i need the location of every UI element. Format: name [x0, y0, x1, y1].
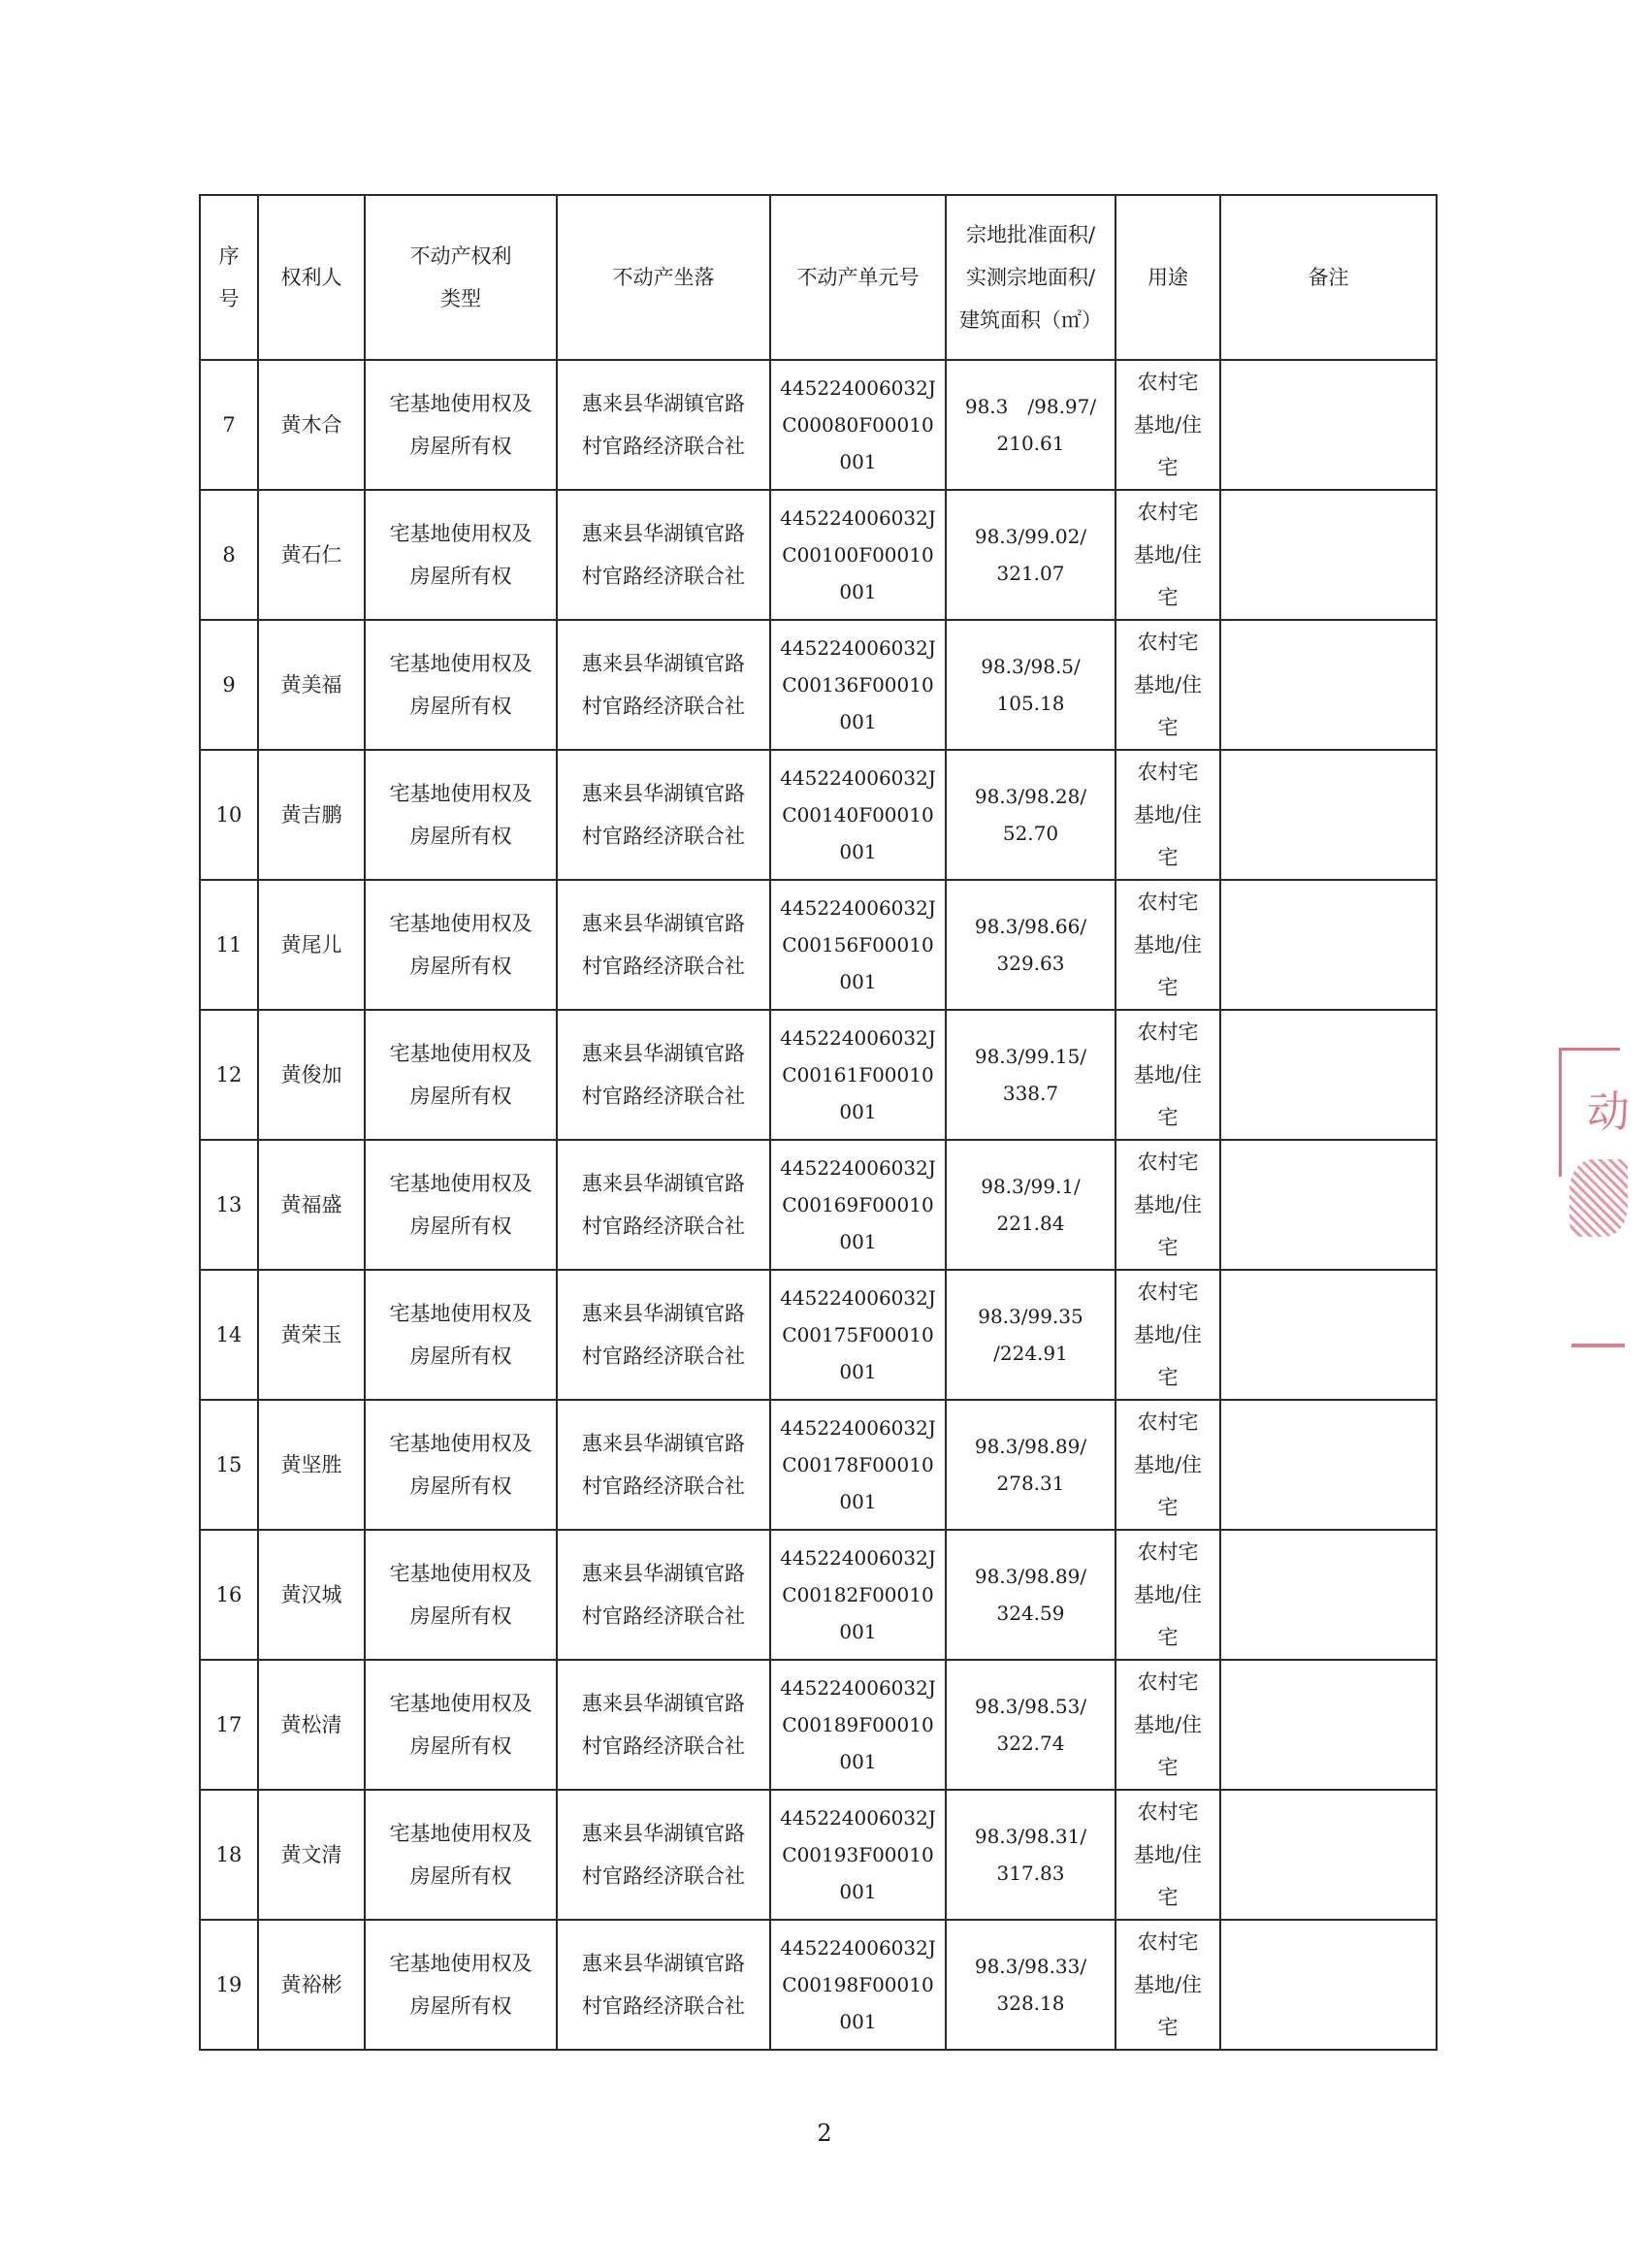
- cell-unit-no-text: 445224006032J C00169F00010 001: [780, 1156, 936, 1253]
- cell-usage-text: 农村宅 基地/住 宅: [1133, 1800, 1203, 1909]
- cell-location-text: 惠来县华湖镇官路 村官路经济联合社: [582, 1042, 745, 1108]
- cell-right-type: [365, 620, 557, 750]
- cell-holder: [258, 1270, 365, 1400]
- cell-right-type-text: 宅基地使用权及 房屋所有权: [389, 1822, 533, 1888]
- table-row: [200, 1660, 1437, 1790]
- cell-holder: [258, 1920, 365, 2050]
- cell-area-text: 98.3/99.15/ 338.7: [974, 1045, 1087, 1105]
- cell-holder-text: 黄尾儿: [280, 933, 342, 956]
- cell-location: [557, 490, 770, 620]
- cell-seq: [200, 1530, 258, 1660]
- cell-holder-text: 黄汉城: [280, 1583, 342, 1606]
- property-register-table: [199, 194, 1438, 2051]
- cell-right-type-text: 宅基地使用权及 房屋所有权: [389, 1692, 533, 1758]
- cell-location-text: 惠来县华湖镇官路 村官路经济联合社: [582, 1302, 745, 1368]
- cell-seq-text: 16: [215, 1583, 242, 1606]
- cell-unit-no: [770, 620, 946, 750]
- cell-area: [946, 490, 1116, 620]
- cell-holder-text: 黄文清: [280, 1843, 342, 1866]
- cell-seq-text: 15: [215, 1453, 242, 1476]
- table-row: [200, 1400, 1437, 1530]
- cell-seq-text: 13: [215, 1193, 242, 1216]
- cell-seq-text: 8: [222, 543, 236, 567]
- cell-location-text: 惠来县华湖镇官路 村官路经济联合社: [582, 392, 745, 458]
- table-row: [200, 1530, 1437, 1660]
- cell-area-text: 98.3/98.53/ 322.74: [974, 1695, 1087, 1755]
- cell-remarks: [1220, 1790, 1437, 1920]
- cell-remarks: [1220, 880, 1437, 1010]
- cell-holder: [258, 1010, 365, 1140]
- cell-area: [946, 1010, 1116, 1140]
- cell-seq: [200, 1400, 258, 1530]
- cell-seq: [200, 490, 258, 620]
- cell-area: [946, 880, 1116, 1010]
- cell-location-text: 惠来县华湖镇官路 村官路经济联合社: [582, 782, 745, 848]
- cell-right-type-text: 宅基地使用权及 房屋所有权: [389, 1042, 533, 1108]
- red-seal-smudge: [1569, 1159, 1628, 1237]
- table-row: [200, 620, 1437, 750]
- cell-right-type-text: 宅基地使用权及 房屋所有权: [389, 1172, 533, 1238]
- table-row: [200, 1270, 1437, 1400]
- cell-seq: [200, 1010, 258, 1140]
- cell-seq-text: 7: [222, 413, 236, 437]
- cell-location: [557, 1270, 770, 1400]
- cell-seq-text: 10: [215, 803, 242, 826]
- header-unit-no: 不动产单元号: [770, 195, 946, 360]
- page-number: 2: [817, 2120, 832, 2147]
- cell-location: [557, 1790, 770, 1920]
- cell-unit-no-text: 445224006032J C00193F00010 001: [780, 1806, 936, 1903]
- cell-seq: [200, 1140, 258, 1270]
- cell-area: [946, 620, 1116, 750]
- cell-remarks: [1220, 1270, 1437, 1400]
- cell-unit-no-text: 445224006032J C00156F00010 001: [780, 896, 936, 993]
- cell-area-text: 98.3 /98.97/ 210.61: [964, 395, 1097, 455]
- cell-unit-no: [770, 360, 946, 490]
- cell-usage-text: 农村宅 基地/住 宅: [1133, 1280, 1203, 1389]
- cell-location-text: 惠来县华湖镇官路 村官路经济联合社: [582, 912, 745, 978]
- cell-unit-no-text: 445224006032J C00140F00010 001: [780, 766, 936, 863]
- cell-right-type: [365, 360, 557, 490]
- cell-remarks: [1220, 490, 1437, 620]
- cell-seq: [200, 1660, 258, 1790]
- cell-unit-no: [770, 1530, 946, 1660]
- table-row: [200, 1140, 1437, 1270]
- cell-usage: [1116, 1400, 1220, 1530]
- cell-seq: [200, 620, 258, 750]
- cell-holder: [258, 360, 365, 490]
- header-remarks: 备注: [1220, 195, 1437, 360]
- cell-right-type-text: 宅基地使用权及 房屋所有权: [389, 1562, 533, 1628]
- cell-area: [946, 1140, 1116, 1270]
- cell-unit-no-text: 445224006032J C00182F00010 001: [780, 1546, 936, 1643]
- cell-right-type-text: 宅基地使用权及 房屋所有权: [389, 1432, 533, 1498]
- table-row: [200, 1920, 1437, 2050]
- cell-location: [557, 880, 770, 1010]
- cell-seq-text: 9: [222, 673, 236, 697]
- table-row: [200, 750, 1437, 880]
- cell-usage: [1116, 1270, 1220, 1400]
- cell-remarks: [1220, 1140, 1437, 1270]
- cell-usage: [1116, 1920, 1220, 2050]
- cell-usage-text: 农村宅 基地/住 宅: [1133, 1930, 1203, 2039]
- cell-unit-no: [770, 1920, 946, 2050]
- header-right-type: 不动产权利 类型: [365, 195, 557, 360]
- cell-unit-no: [770, 1270, 946, 1400]
- cell-location-text: 惠来县华湖镇官路 村官路经济联合社: [582, 1172, 745, 1238]
- cell-usage-text: 农村宅 基地/住 宅: [1133, 631, 1203, 739]
- cell-usage-text: 农村宅 基地/住 宅: [1133, 1410, 1203, 1519]
- cell-location-text: 惠来县华湖镇官路 村官路经济联合社: [582, 652, 745, 718]
- cell-area-text: 98.3/98.33/ 328.18: [974, 1955, 1087, 2015]
- cell-unit-no: [770, 1010, 946, 1140]
- cell-right-type: [365, 1530, 557, 1660]
- cell-right-type: [365, 1400, 557, 1530]
- cell-seq-text: 19: [215, 1973, 242, 1996]
- cell-unit-no-text: 445224006032J C00100F00010 001: [780, 506, 936, 603]
- header-seq: 序 号: [200, 195, 258, 360]
- cell-holder: [258, 1790, 365, 1920]
- cell-unit-no-text: 445224006032J C00161F00010 001: [780, 1026, 936, 1123]
- table-row: [200, 490, 1437, 620]
- cell-seq: [200, 880, 258, 1010]
- cell-area: [946, 1660, 1116, 1790]
- cell-unit-no-text: 445224006032J C00080F00010 001: [780, 376, 936, 473]
- cell-usage-text: 农村宅 基地/住 宅: [1133, 1670, 1203, 1779]
- cell-seq-text: 18: [215, 1843, 242, 1866]
- cell-area: [946, 1920, 1116, 2050]
- cell-usage: [1116, 490, 1220, 620]
- cell-usage: [1116, 1790, 1220, 1920]
- header-location: 不动产坐落: [557, 195, 770, 360]
- cell-right-type: [365, 1790, 557, 1920]
- header-holder: 权利人: [258, 195, 365, 360]
- cell-location: [557, 620, 770, 750]
- cell-usage-text: 农村宅 基地/住 宅: [1133, 761, 1203, 869]
- cell-right-type-text: 宅基地使用权及 房屋所有权: [389, 522, 533, 588]
- cell-remarks: [1220, 1530, 1437, 1660]
- cell-area-text: 98.3/99.35 /224.91: [978, 1305, 1083, 1365]
- cell-seq-text: 14: [215, 1323, 242, 1346]
- cell-seq: [200, 1270, 258, 1400]
- cell-remarks: [1220, 1400, 1437, 1530]
- cell-right-type: [365, 490, 557, 620]
- cell-holder-text: 黄俊加: [280, 1063, 342, 1086]
- cell-right-type-text: 宅基地使用权及 房屋所有权: [389, 782, 533, 848]
- cell-seq-text: 11: [215, 933, 242, 956]
- cell-area-text: 98.3/99.1/ 221.84: [981, 1175, 1081, 1235]
- cell-location-text: 惠来县华湖镇官路 村官路经济联合社: [582, 1432, 745, 1498]
- cell-unit-no-text: 445224006032J C00175F00010 001: [780, 1286, 936, 1383]
- cell-holder-text: 黄裕彬: [280, 1973, 342, 1996]
- cell-location: [557, 360, 770, 490]
- cell-usage-text: 农村宅 基地/住 宅: [1133, 1021, 1203, 1129]
- cell-remarks: [1220, 620, 1437, 750]
- table-header: [200, 195, 1437, 360]
- cell-seq: [200, 750, 258, 880]
- cell-usage: [1116, 1530, 1220, 1660]
- cell-seq-text: 17: [215, 1713, 242, 1736]
- cell-holder: [258, 880, 365, 1010]
- cell-location-text: 惠来县华湖镇官路 村官路经济联合社: [582, 522, 745, 588]
- cell-unit-no: [770, 1400, 946, 1530]
- cell-unit-no-text: 445224006032J C00178F00010 001: [780, 1416, 936, 1513]
- cell-usage-text: 农村宅 基地/住 宅: [1133, 371, 1203, 479]
- cell-right-type: [365, 880, 557, 1010]
- cell-right-type-text: 宅基地使用权及 房屋所有权: [389, 1952, 533, 2018]
- cell-seq: [200, 1920, 258, 2050]
- cell-location-text: 惠来县华湖镇官路 村官路经济联合社: [582, 1562, 745, 1628]
- table-body: [200, 360, 1437, 2050]
- cell-area-text: 98.3/98.5/ 105.18: [981, 655, 1081, 715]
- cell-unit-no-text: 445224006032J C00136F00010 001: [780, 636, 936, 733]
- cell-seq-text: 12: [215, 1063, 242, 1086]
- cell-right-type: [365, 1920, 557, 2050]
- cell-area-text: 98.3/98.28/ 52.70: [974, 785, 1087, 845]
- cell-remarks: [1220, 750, 1437, 880]
- cell-usage: [1116, 880, 1220, 1010]
- cell-unit-no: [770, 1660, 946, 1790]
- cell-unit-no-text: 445224006032J C00189F00010 001: [780, 1676, 936, 1773]
- cell-holder-text: 黄美福: [280, 673, 342, 697]
- cell-location-text: 惠来县华湖镇官路 村官路经济联合社: [582, 1692, 745, 1758]
- cell-right-type-text: 宅基地使用权及 房屋所有权: [389, 652, 533, 718]
- cell-holder-text: 黄坚胜: [280, 1453, 342, 1476]
- cell-holder: [258, 1530, 365, 1660]
- cell-usage-text: 农村宅 基地/住 宅: [1133, 501, 1203, 609]
- cell-area: [946, 1530, 1116, 1660]
- cell-holder-text: 黄木合: [280, 413, 342, 437]
- cell-right-type: [365, 1270, 557, 1400]
- cell-area: [946, 1270, 1116, 1400]
- cell-area: [946, 1400, 1116, 1530]
- cell-holder: [258, 1400, 365, 1530]
- cell-area: [946, 360, 1116, 490]
- cell-holder-text: 黄福盛: [280, 1193, 342, 1216]
- table-row: [200, 880, 1437, 1010]
- cell-area-text: 98.3/98.89/ 324.59: [974, 1565, 1087, 1625]
- cell-location: [557, 1010, 770, 1140]
- cell-area: [946, 1790, 1116, 1920]
- cell-seq: [200, 1790, 258, 1920]
- cell-area-text: 98.3/98.31/ 317.83: [974, 1825, 1087, 1885]
- cell-usage: [1116, 1140, 1220, 1270]
- cell-remarks: [1220, 360, 1437, 490]
- table-row: [200, 1790, 1437, 1920]
- cell-location: [557, 1400, 770, 1530]
- header-row: [200, 195, 1437, 360]
- cell-unit-no: [770, 880, 946, 1010]
- cell-usage: [1116, 360, 1220, 490]
- cell-remarks: [1220, 1920, 1437, 2050]
- table-row: [200, 1010, 1437, 1140]
- cell-area-text: 98.3/99.02/ 321.07: [974, 525, 1087, 585]
- cell-holder: [258, 1140, 365, 1270]
- red-seal-fragment: 动: [1587, 1087, 1630, 1137]
- cell-usage: [1116, 750, 1220, 880]
- cell-usage-text: 农村宅 基地/住 宅: [1133, 1540, 1203, 1649]
- header-usage: 用途: [1116, 195, 1220, 360]
- cell-right-type-text: 宅基地使用权及 房屋所有权: [389, 912, 533, 978]
- cell-usage: [1116, 1010, 1220, 1140]
- cell-holder-text: 黄荣玉: [280, 1323, 342, 1346]
- cell-area: [946, 750, 1116, 880]
- cell-remarks: [1220, 1660, 1437, 1790]
- cell-right-type: [365, 1140, 557, 1270]
- cell-location: [557, 1920, 770, 2050]
- cell-right-type: [365, 1010, 557, 1140]
- cell-location: [557, 1140, 770, 1270]
- cell-area-text: 98.3/98.66/ 329.63: [974, 915, 1087, 975]
- header-area: 宗地批准面积/ 实测宗地面积/ 建筑面积（㎡）: [946, 195, 1116, 360]
- cell-right-type-text: 宅基地使用权及 房屋所有权: [389, 1302, 533, 1368]
- cell-location: [557, 750, 770, 880]
- cell-holder: [258, 750, 365, 880]
- cell-unit-no: [770, 490, 946, 620]
- cell-holder: [258, 1660, 365, 1790]
- cell-unit-no: [770, 1790, 946, 1920]
- cell-holder-text: 黄松清: [280, 1713, 342, 1736]
- cell-unit-no: [770, 750, 946, 880]
- cell-holder-text: 黄石仁: [280, 543, 342, 567]
- cell-location-text: 惠来县华湖镇官路 村官路经济联合社: [582, 1952, 745, 2018]
- cell-usage: [1116, 620, 1220, 750]
- cell-seq: [200, 360, 258, 490]
- cell-area-text: 98.3/98.89/ 278.31: [974, 1435, 1087, 1495]
- cell-right-type: [365, 1660, 557, 1790]
- cell-usage: [1116, 1660, 1220, 1790]
- cell-remarks: [1220, 1010, 1437, 1140]
- cell-usage-text: 农村宅 基地/住 宅: [1133, 891, 1203, 999]
- cell-right-type-text: 宅基地使用权及 房屋所有权: [389, 392, 533, 458]
- cell-unit-no: [770, 1140, 946, 1270]
- cell-unit-no-text: 445224006032J C00198F00010 001: [780, 1936, 936, 2033]
- cell-location: [557, 1530, 770, 1660]
- cell-holder: [258, 620, 365, 750]
- cell-holder-text: 黄吉鹏: [280, 803, 342, 826]
- cell-usage-text: 农村宅 基地/住 宅: [1133, 1150, 1203, 1259]
- cell-location-text: 惠来县华湖镇官路 村官路经济联合社: [582, 1822, 745, 1888]
- red-seal-edge-bottom: [1571, 1344, 1625, 1347]
- cell-location: [557, 1660, 770, 1790]
- cell-holder: [258, 490, 365, 620]
- table-row: [200, 360, 1437, 490]
- cell-right-type: [365, 750, 557, 880]
